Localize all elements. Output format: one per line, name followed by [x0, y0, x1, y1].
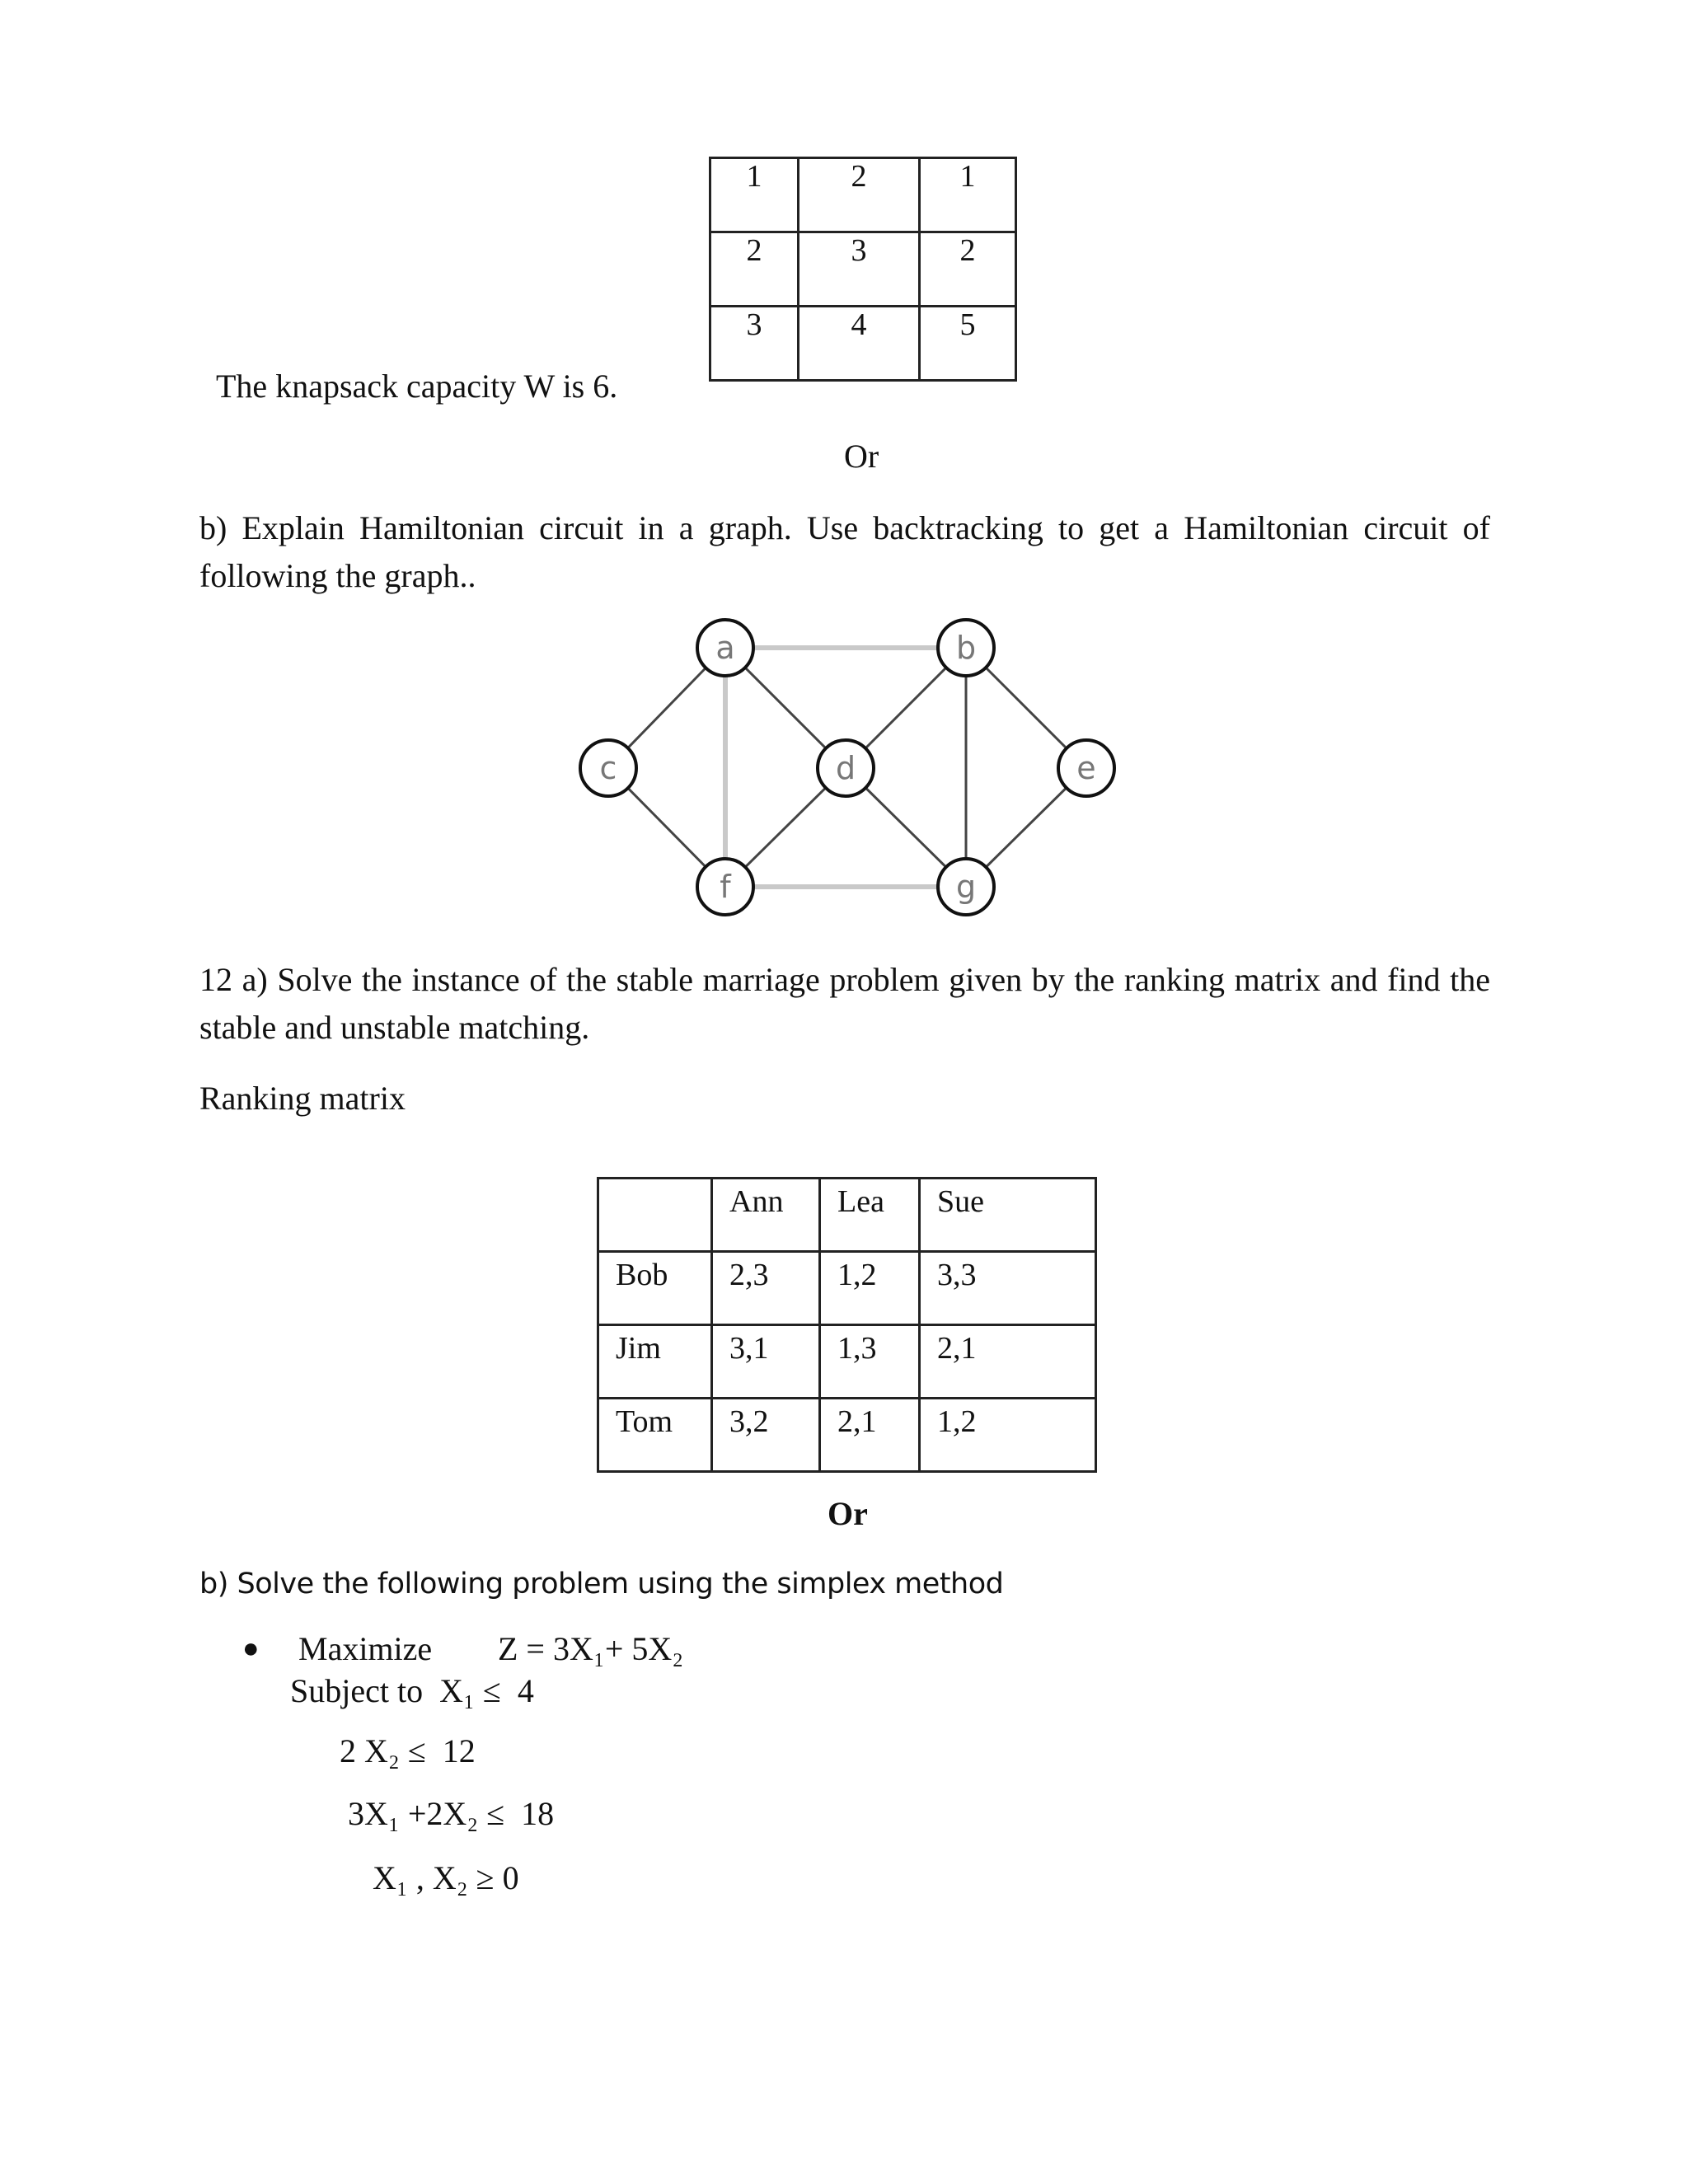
question-12b-title: b) Solve the following problem using the simplex method	[199, 1568, 1004, 1601]
table-row-header: Jim	[598, 1325, 712, 1399]
table-header-cell: Sue	[920, 1179, 1096, 1252]
constraint-1: Subject to X₁ ≤ 4	[290, 1672, 534, 1709]
table-row-header: Bob	[598, 1252, 712, 1325]
table-cell: 1,3	[820, 1325, 920, 1399]
node-label-c: c	[599, 750, 617, 786]
table-cell: 4	[799, 307, 920, 381]
ranking-matrix-table	[597, 1177, 1097, 1473]
table-row	[598, 1399, 1096, 1472]
node-label-f: f	[720, 869, 731, 905]
node-label-b: b	[955, 630, 977, 666]
table-cell: 1,2	[920, 1399, 1096, 1472]
knapsack-table	[709, 157, 1017, 382]
table-cell: 1,2	[820, 1252, 920, 1325]
table-cell	[598, 1179, 712, 1252]
table-header-cell: Lea	[820, 1179, 920, 1252]
table-cell: 3,3	[920, 1252, 1096, 1325]
table-row	[710, 158, 1016, 232]
table-cell: 1	[920, 158, 1016, 232]
table-cell: 2,1	[920, 1325, 1096, 1399]
node-label-e: e	[1076, 750, 1096, 786]
table-row	[598, 1252, 1096, 1325]
table-row-header: Tom	[598, 1399, 712, 1472]
table-row	[598, 1325, 1096, 1399]
objective-function: Z = 3X₁+ 5X₂	[498, 1630, 684, 1667]
or-separator-2: Or	[828, 1495, 868, 1532]
question-12a-line1: 12 a) Solve the instance of the stable marriage problem given by the ranking matrix and find the	[199, 961, 1490, 998]
ranking-matrix-label: Ranking matrix	[199, 1080, 406, 1117]
table-cell: 3,2	[712, 1399, 820, 1472]
knapsack-capacity-text: The knapsack capacity W is 6.	[216, 368, 618, 405]
table-cell: 2,1	[820, 1399, 920, 1472]
question-11b-line1: b) Explain Hamiltonian circuit in a graph. Use backtracking to get a Hamiltonian circuit of	[199, 509, 1490, 546]
table-cell: 3	[710, 307, 799, 381]
question-12a-line2: stable and unstable matching.	[199, 1009, 590, 1046]
table-cell: 2	[920, 232, 1016, 307]
table-cell: 5	[920, 307, 1016, 381]
table-row	[710, 232, 1016, 307]
table-cell: 2,3	[712, 1252, 820, 1325]
node-label-a: a	[715, 630, 735, 666]
table-cell: 1	[710, 158, 799, 232]
non-negativity-constraint: X₁ , X₂ ≥ 0	[373, 1859, 519, 1896]
question-11b-line2: following the graph..	[199, 557, 476, 594]
or-separator-1: Or	[844, 438, 879, 475]
table-cell: 3,1	[712, 1325, 820, 1399]
node-label-d: d	[835, 750, 856, 786]
table-row	[598, 1179, 1096, 1252]
table-cell: 2	[710, 232, 799, 307]
table-cell: 3	[799, 232, 920, 307]
constraint-3: 3X₁ +2X₂ ≤ 18	[348, 1795, 555, 1832]
node-label-g: g	[955, 869, 977, 905]
maximize-label: Maximize	[298, 1630, 433, 1667]
constraint-2: 2 X₂ ≤ 12	[340, 1732, 476, 1769]
table-header-cell: Ann	[712, 1179, 820, 1252]
bullet-icon: ●	[242, 1633, 260, 1664]
hamiltonian-graph	[560, 610, 1137, 923]
table-cell: 2	[799, 158, 920, 232]
table-row	[710, 307, 1016, 381]
